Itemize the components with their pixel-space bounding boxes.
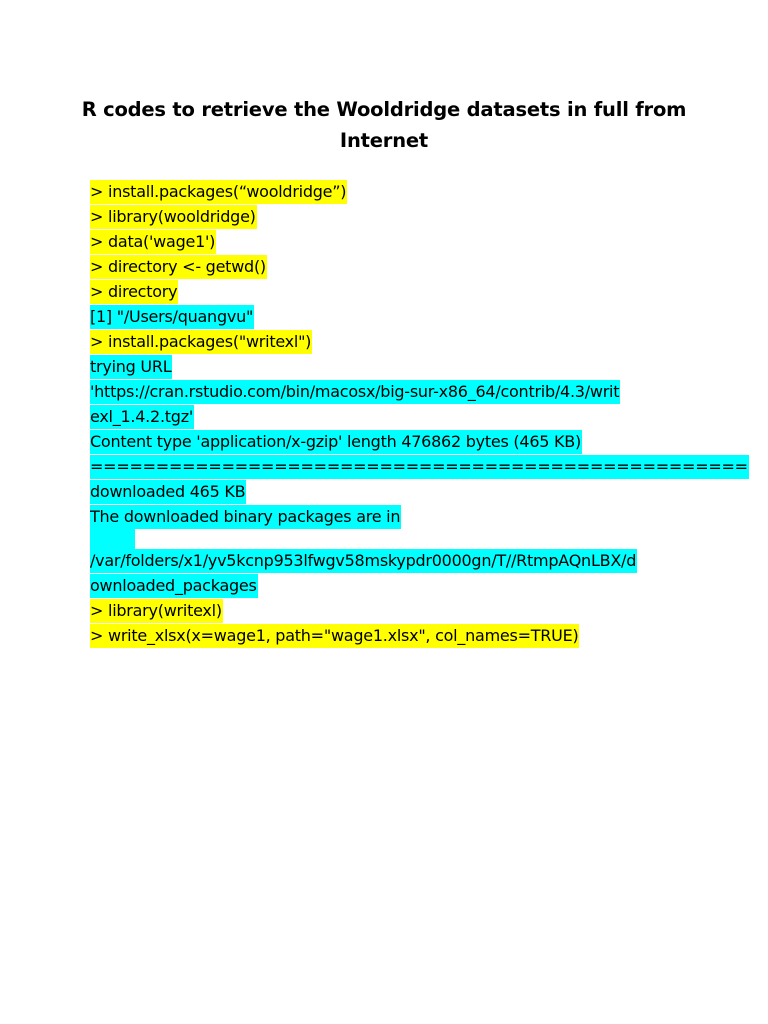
output-line-text: ==================================================: [90, 455, 749, 479]
code-line-text: > library(writexl): [90, 599, 223, 623]
code-listing: [90, 179, 748, 648]
code-line: [90, 229, 690, 254]
output-line: [90, 454, 748, 479]
code-line: [90, 329, 690, 354]
output-line: [90, 504, 690, 548]
output-line: [90, 379, 690, 404]
output-line: [90, 573, 690, 598]
code-line: [90, 204, 690, 229]
code-line-text: > directory <- getwd(): [90, 255, 267, 279]
code-line: [90, 254, 690, 279]
output-line: [90, 479, 690, 504]
output-line-text: downloaded 465 KB: [90, 480, 246, 504]
code-line-text: > data('wage1'): [90, 230, 216, 254]
code-line: [90, 279, 690, 304]
output-line: [90, 354, 690, 379]
output-line-text: 'https://cran.rstudio.com/bin/macosx/big-sur-x86_64/contrib/4.3/writ: [90, 380, 620, 404]
code-line: [90, 623, 690, 648]
code-line: [90, 179, 690, 204]
output-line-text: [1] "/Users/quangvu": [90, 305, 254, 329]
code-line-text: > directory: [90, 280, 178, 304]
highlight-continuation: [90, 529, 135, 549]
output-line: [90, 404, 690, 429]
code-line-text: > write_xlsx(x=wage1, path="wage1.xlsx", col_names=TRUE): [90, 624, 579, 648]
code-line-text: > library(wooldridge): [90, 205, 257, 229]
code-line: [90, 598, 690, 623]
output-line: [90, 548, 690, 573]
output-line-text: ownloaded_packages: [90, 574, 258, 598]
code-line-text: > install.packages("writexl"): [90, 330, 312, 354]
document-title: R codes to retrieve the Wooldridge datasets in full from Internet: [81, 98, 687, 152]
code-line-text: > install.packages(“wooldridge”): [90, 180, 347, 204]
output-line-text: The downloaded binary packages are in: [90, 505, 401, 529]
output-line: [90, 429, 690, 454]
output-line-text: /var/folders/x1/yv5kcnp953lfwgv58mskypdr0000gn/T//RtmpAQnLBX/d: [90, 549, 637, 573]
output-line-text: Content type 'application/x-gzip' length 476862 bytes (465 KB): [90, 430, 582, 454]
output-line-text: exl_1.4.2.tgz': [90, 405, 194, 429]
output-line-text: trying URL: [90, 355, 172, 379]
output-line: [90, 304, 690, 329]
